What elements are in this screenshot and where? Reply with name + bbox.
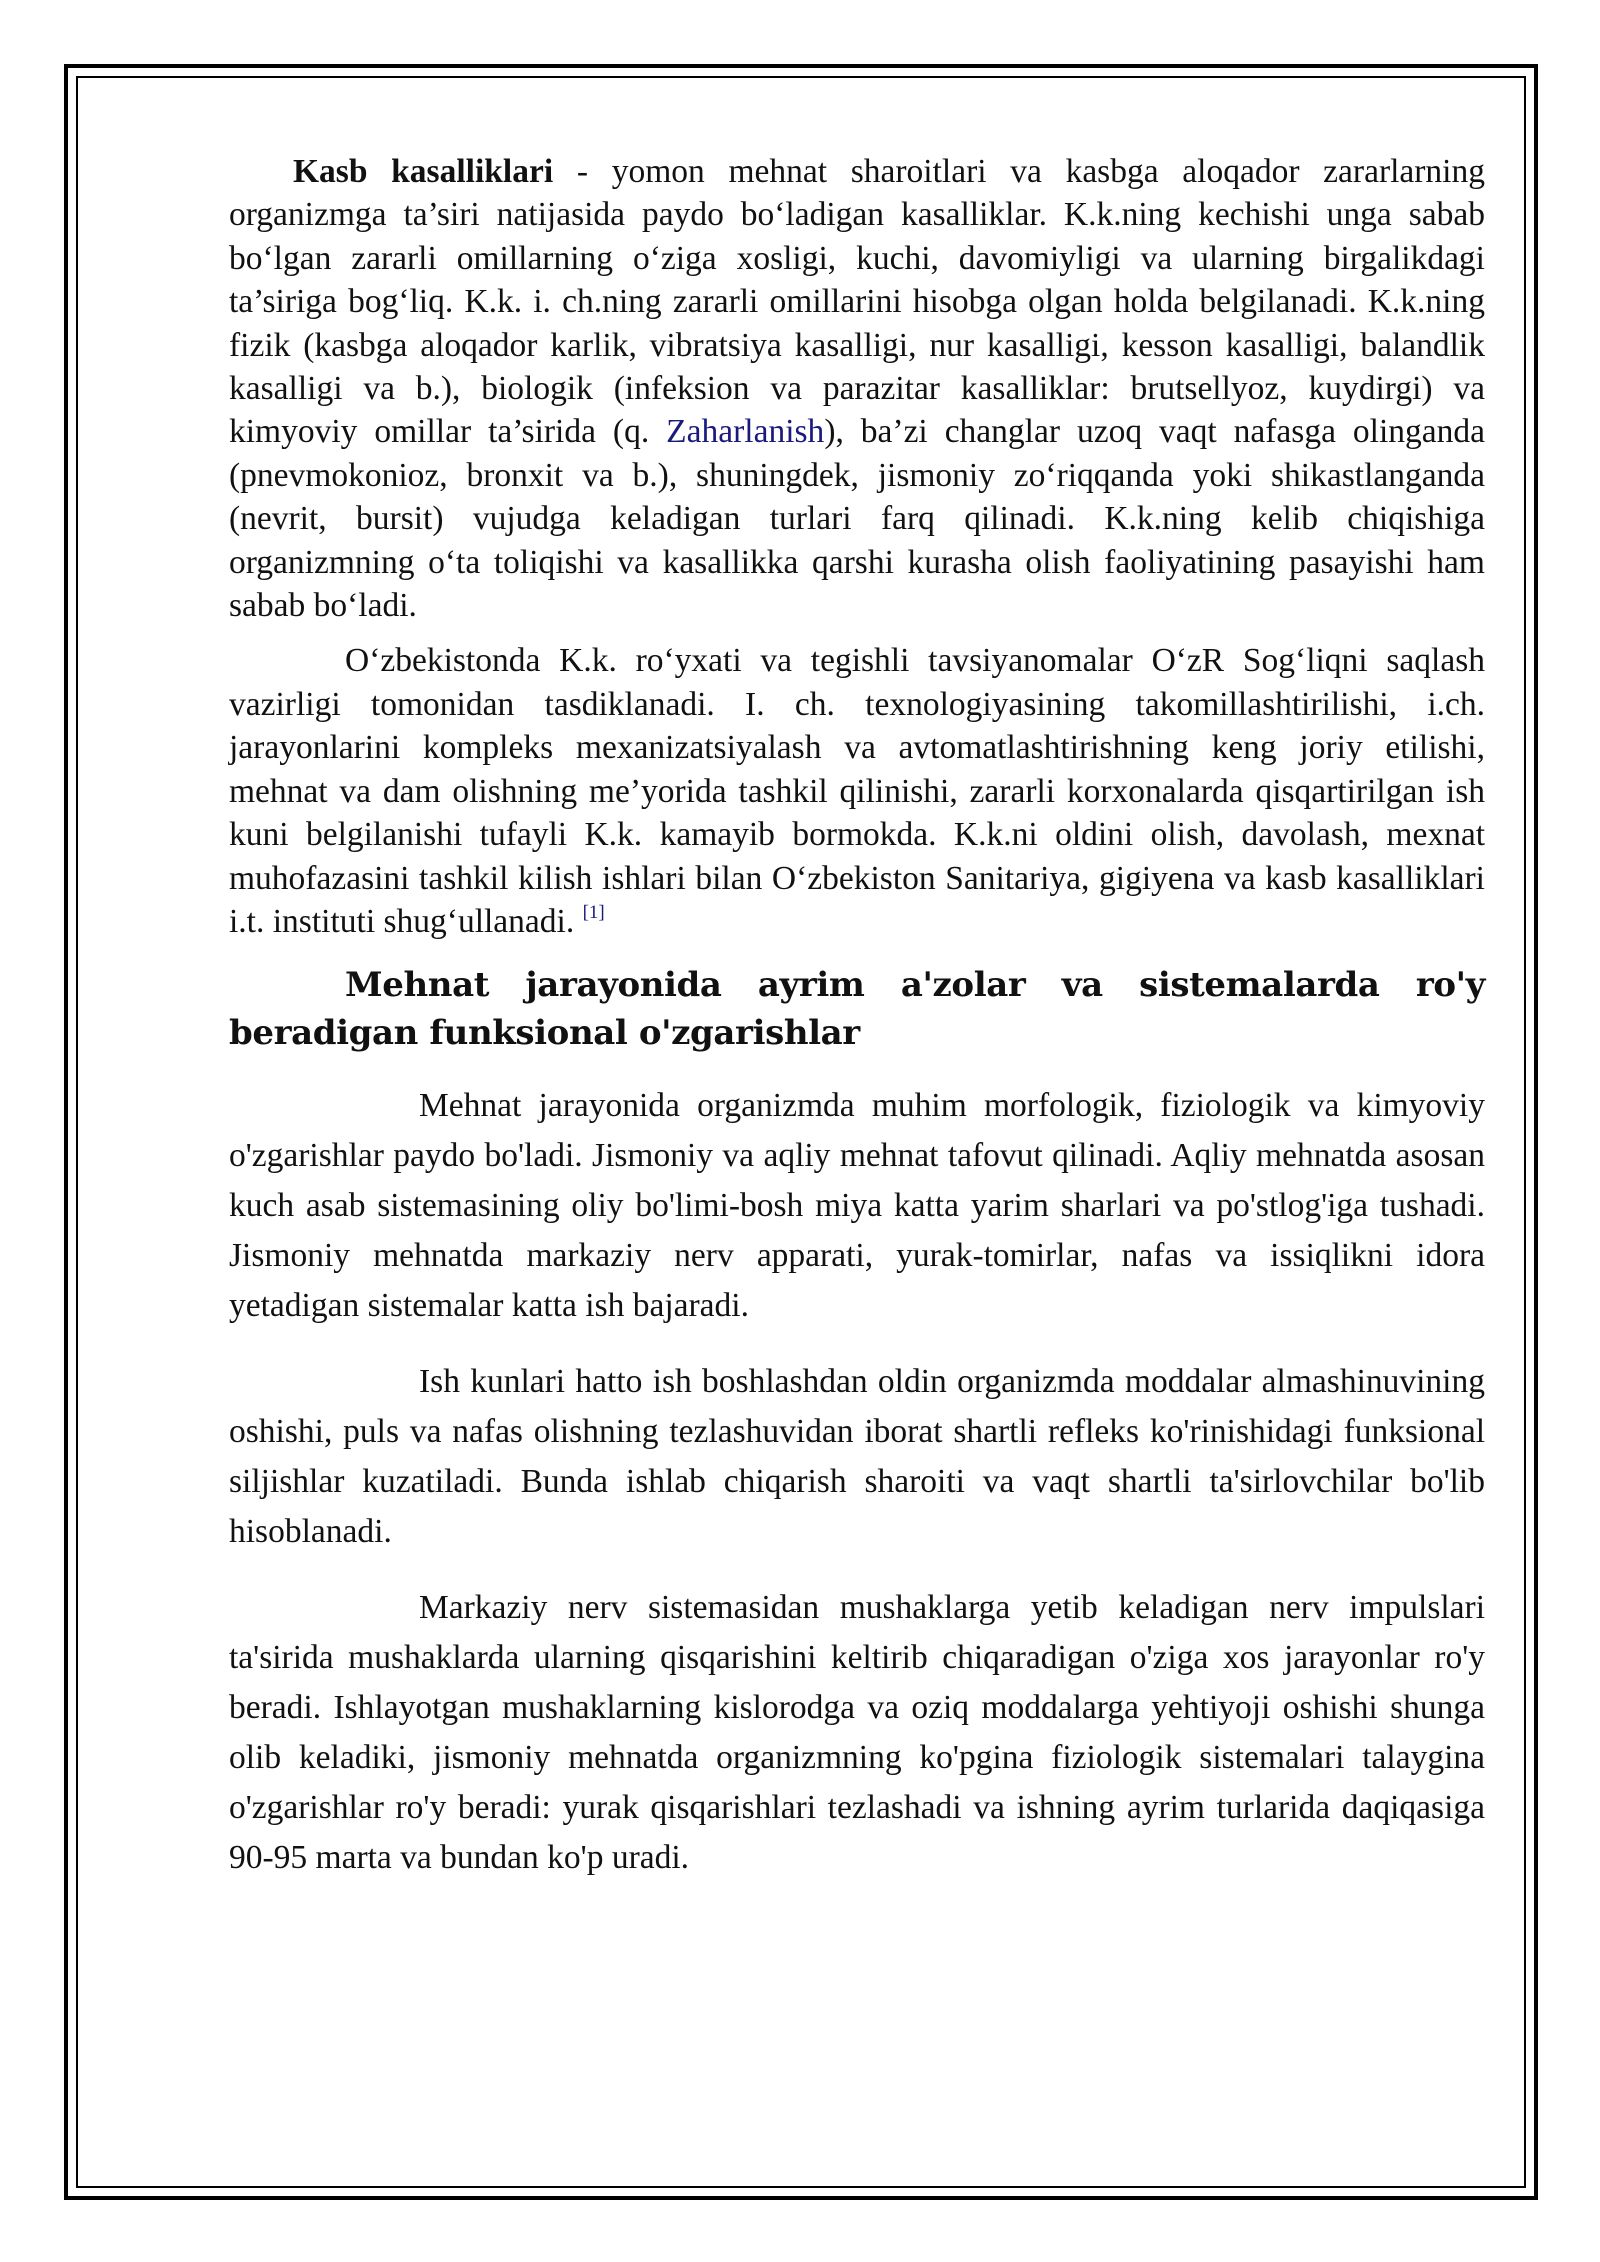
paragraph-uzbekistan <box>229 639 1485 943</box>
footnote-link[interactable]: [1] <box>582 901 605 923</box>
term-kasb-kasalliklari: Kasb kasalliklari <box>293 153 554 190</box>
paragraph-text: ), ba’zi changlar uzoq vaqt nafasga olinganda (pnevmokonioz, bronxit va b.), shuningdek, jismoniy zo‘riqqanda yoki shikastlanganda (nevrit, bursit) vujudga keladigan turlari farq qilinadi. K.k.ning kelib chiqishiga organizmning o‘ta toliqishi va kasallikka qarshi kurasha olish faoliyatining pasayishi ham sabab bo‘ladi. <box>229 413 1486 625</box>
section-heading: Mehnat jarayonida ayrim a'zolar va sistemalarda ro'y beradigan funksional o'zgarishlar <box>229 965 1485 1054</box>
link-zaharlanish[interactable]: Zaharlanish <box>666 413 825 451</box>
paragraph-nerv-sistemasi: Markaziy nerv sistemasidan mushaklarga yetib keladigan nerv impulslari ta'sirida mushaklarda ularning qisqarishini keltirib chiqaradigan o'ziga xos jarayonlar ro'y beradi. Ishlayotgan mushaklarning kislorodga va oziq moddalarga yehtiyoji oshishi shunga olib keladiki, jismoniy mehnatda organizmning ko'pgina fiziologik sistemalari talaygina o'zgarishlar ro'y beradi: yurak qisqarishlari tezlashadi va ishning ayrim turlarida daqiqasiga 90-95 marta va bundan ko'p uradi. <box>229 1589 1485 1877</box>
paragraph-mehnat-jarayoni: Mehnat jarayonida organizmda muhim morfologik, fiziologik va kimyoviy o'zgarishlar paydo bo'ladi. Jismoniy va aqliy mehnat tafovut qilinadi. Aqliy mehnatda asosan kuch asab sistemasining oliy bo'limi-bosh miya katta yarim sharlari va po'stlog'iga tushadi. Jismoniy mehnatda markaziy nerv apparati, yurak-tomirlar, nafas va issiqlikni idora yetadigan sistemalar katta ish bajaradi. <box>229 1087 1485 1325</box>
paragraph-ish-kunlari: Ish kunlari hatto ish boshlashdan oldin organizmda moddalar almashinuvining oshishi, puls va nafas olishning tezlashuvidan iborat shartli refleks ko'rinishidagi funksional siljishlar kuzatiladi. Bunda ishlab chiqarish sharoiti va vaqt shartli ta'sirlovchilar bo'lib hisoblanadi. <box>229 1363 1485 1551</box>
paragraph-text: - yomon mehnat sharoitlari va kasbga aloqador zararlarning organizmga ta’siri natijasida paydo bo‘ladigan kasalliklar. K.k.ning kechishi unga sabab bo‘lgan zararli omillarning o‘ziga xosligi, kuchi, davomiyligi va ularning birgalikdagi ta’siriga bog‘liq. K.k. i. ch.ning zararli omillarini hisobga olgan holda belgilanadi. K.k.ning fizik (kasbga aloqador karlik, vibratsiya kasalligi, nur kasalligi, kesson kasalligi, balandlik kasalligi va b.), biologik (infeksion va parazitar kasalliklar: brutsellyoz, kuydirgi) va kimyoviy omillar ta’sirida (q. <box>229 153 1485 451</box>
paragraph-definition <box>229 150 1485 627</box>
paragraph-text: O‘zbekistonda K.k. ro‘yxati va tegishli tavsiyanomalar O‘zR Sog‘liqni saqlash vazirligi tomonidan tasdiklanadi. I. ch. texnologiyasining takomillashtirilishi, i.ch. jarayonlarini kompleks mexanizatsiyalash va avtomatlashtirishning keng joriy etilishi, mehnat va dam olishning me’yorida tashkil qilinishi, zararli korxonalarda qisqartirilgan ish kuni belgilanishi tufayli K.k. kamayib bormokda. K.k.ni oldini olish, davolash, mexnat muhofazasini tashkil kilish ishlari bilan O‘zbekiston Sanitariya, gigiyena va kasb kasalliklari i.t. instituti shug‘ullanadi. <box>229 642 1485 940</box>
document-body <box>229 150 1485 1883</box>
